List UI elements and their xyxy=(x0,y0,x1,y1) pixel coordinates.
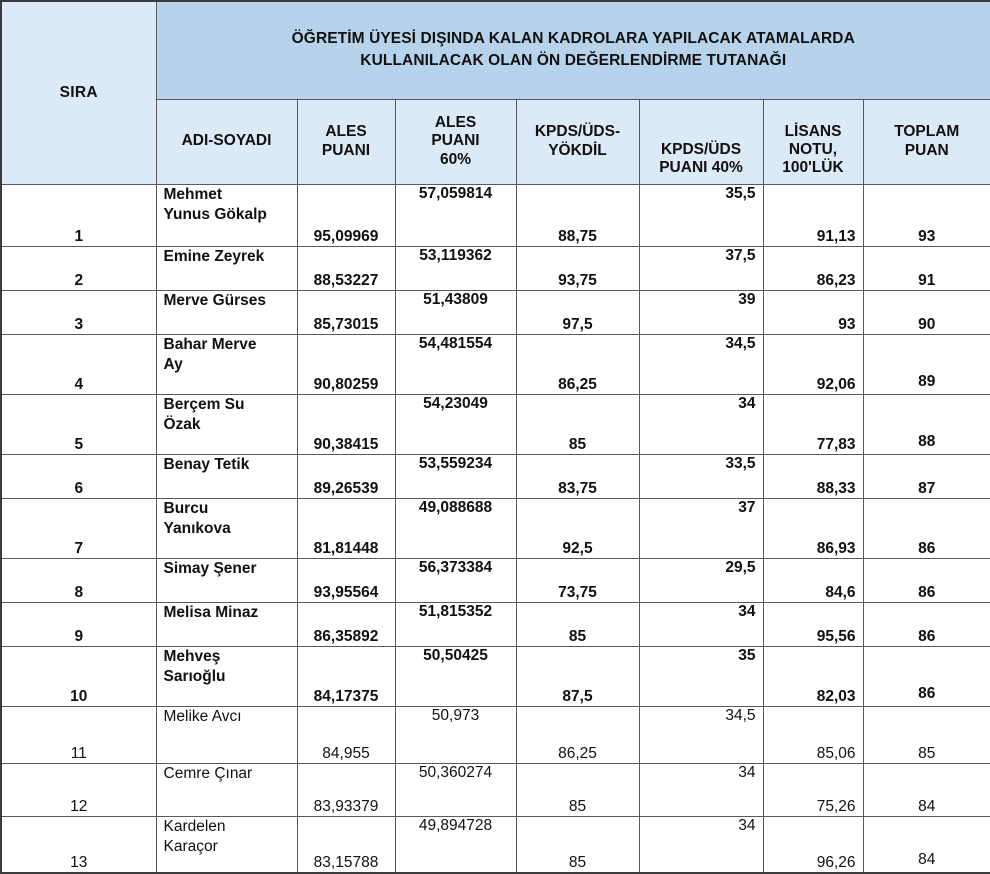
kpds-head-line-2: YÖKDİL xyxy=(548,141,607,159)
cell-toplam-puan: 90 xyxy=(863,290,990,334)
cell-ales-puani-60: 54,481554 xyxy=(395,334,516,394)
name-line-1: Benay Tetik xyxy=(163,455,250,473)
column-header-sira: SIRA xyxy=(1,1,156,184)
title-line-1: ÖĞRETİM ÜYESİ DIŞINDA KALAN KADROLARA YAPILACAK ATAMALARDA xyxy=(291,29,855,47)
cell-toplam-puan: 85 xyxy=(863,706,990,763)
table-row[interactable] xyxy=(1,184,990,246)
cell-sira: 13 xyxy=(1,816,156,873)
cell-adi-soyadi xyxy=(156,763,297,816)
cell-kpds-uds-puani-40: 34,5 xyxy=(639,706,763,763)
kpds40-head-line-2: PUANI 40% xyxy=(659,159,743,177)
cell-ales-puani-60: 56,373384 xyxy=(395,558,516,602)
toplam-head-line-1: TOPLAM xyxy=(894,123,960,141)
cell-ales-puani-60: 57,059814 xyxy=(395,184,516,246)
cell-kpds-uds-yokdil: 83,75 xyxy=(516,454,639,498)
cell-ales-puani: 88,53227 xyxy=(297,246,395,290)
name-line-1: Emine Zeyrek xyxy=(163,247,265,265)
cell-adi-soyadi xyxy=(156,454,297,498)
name-line-1: Berçem Su xyxy=(163,395,245,413)
cell-lisans-notu: 77,83 xyxy=(763,394,863,454)
column-header-toplam-puan xyxy=(863,99,990,184)
cell-toplam-puan: 93 xyxy=(863,184,990,246)
cell-kpds-uds-yokdil: 73,75 xyxy=(516,558,639,602)
name-line-2: Yunus Gökalp xyxy=(163,205,267,223)
name-line-1: Simay Şener xyxy=(163,559,257,577)
cell-adi-soyadi xyxy=(156,816,297,873)
cell-ales-puani: 90,38415 xyxy=(297,394,395,454)
cell-ales-puani-60: 50,360274 xyxy=(395,763,516,816)
name-line-2: Karaçor xyxy=(163,837,218,855)
cell-toplam-puan: 91 xyxy=(863,246,990,290)
table-row[interactable] xyxy=(1,558,990,602)
cell-adi-soyadi xyxy=(156,290,297,334)
cell-ales-puani-60: 54,23049 xyxy=(395,394,516,454)
cell-ales-puani-60: 51,815352 xyxy=(395,602,516,646)
cell-sira: 5 xyxy=(1,394,156,454)
cell-toplam-puan: 84 xyxy=(863,763,990,816)
table-row[interactable] xyxy=(1,816,990,873)
cell-lisans-notu: 96,26 xyxy=(763,816,863,873)
header-title-row xyxy=(1,1,990,99)
cell-ales-puani: 83,15788 xyxy=(297,816,395,873)
cell-kpds-uds-puani-40: 34 xyxy=(639,602,763,646)
cell-ales-puani-60: 49,088688 xyxy=(395,498,516,558)
cell-adi-soyadi xyxy=(156,184,297,246)
column-header-ales-puani xyxy=(297,99,395,184)
name-line-1: Burcu xyxy=(163,499,209,517)
cell-lisans-notu: 84,6 xyxy=(763,558,863,602)
cell-kpds-uds-yokdil: 86,25 xyxy=(516,706,639,763)
lisans-head-line-2: NOTU, xyxy=(788,140,838,158)
cell-kpds-uds-yokdil: 85 xyxy=(516,602,639,646)
cell-sira: 12 xyxy=(1,763,156,816)
cell-lisans-notu: 93 xyxy=(763,290,863,334)
cell-sira: 10 xyxy=(1,646,156,706)
cell-kpds-uds-yokdil: 97,5 xyxy=(516,290,639,334)
cell-toplam-puan: 89 xyxy=(863,334,990,394)
cell-sira: 2 xyxy=(1,246,156,290)
cell-adi-soyadi xyxy=(156,558,297,602)
cell-sira: 4 xyxy=(1,334,156,394)
cell-kpds-uds-yokdil: 88,75 xyxy=(516,184,639,246)
cell-ales-puani-60: 49,894728 xyxy=(395,816,516,873)
cell-ales-puani: 90,80259 xyxy=(297,334,395,394)
name-line-2: Yanıkova xyxy=(163,519,231,537)
cell-kpds-uds-puani-40: 34 xyxy=(639,394,763,454)
cell-ales-puani: 95,09969 xyxy=(297,184,395,246)
cell-kpds-uds-puani-40: 33,5 xyxy=(639,454,763,498)
ales60-head-line-3: 60% xyxy=(439,150,472,168)
cell-sira: 9 xyxy=(1,602,156,646)
table-row[interactable] xyxy=(1,394,990,454)
toplam-head-line-2: PUAN xyxy=(904,141,949,159)
column-header-kpds-uds-yokdil xyxy=(516,99,639,184)
cell-toplam-puan: 84 xyxy=(863,816,990,873)
cell-toplam-puan: 87 xyxy=(863,454,990,498)
table-row[interactable] xyxy=(1,334,990,394)
cell-ales-puani: 86,35892 xyxy=(297,602,395,646)
table-row[interactable] xyxy=(1,646,990,706)
cell-toplam-puan: 86 xyxy=(863,602,990,646)
cell-kpds-uds-yokdil: 85 xyxy=(516,394,639,454)
name-line-1: Cemre Çınar xyxy=(163,764,253,782)
name-line-1: Mehmet xyxy=(163,185,223,203)
cell-ales-puani: 83,93379 xyxy=(297,763,395,816)
cell-adi-soyadi xyxy=(156,334,297,394)
cell-lisans-notu: 88,33 xyxy=(763,454,863,498)
column-header-adi-soyadi xyxy=(156,99,297,184)
cell-kpds-uds-yokdil: 93,75 xyxy=(516,246,639,290)
cell-toplam-puan: 86 xyxy=(863,498,990,558)
name-line-2: Sarıoğlu xyxy=(163,667,226,685)
title-line-2: KULLANILACAK OLAN ÖN DEĞERLENDİRME TUTANAĞI xyxy=(360,52,787,70)
cell-lisans-notu: 92,06 xyxy=(763,334,863,394)
name-line-1: Mehveş xyxy=(163,647,221,665)
cell-lisans-notu: 82,03 xyxy=(763,646,863,706)
column-header-kpds-uds-puani-40 xyxy=(639,99,763,184)
cell-kpds-uds-puani-40: 37,5 xyxy=(639,246,763,290)
cell-ales-puani: 93,95564 xyxy=(297,558,395,602)
cell-lisans-notu: 86,23 xyxy=(763,246,863,290)
column-header-lisans-notu xyxy=(763,99,863,184)
cell-adi-soyadi xyxy=(156,646,297,706)
cell-lisans-notu: 91,13 xyxy=(763,184,863,246)
cell-kpds-uds-yokdil: 85 xyxy=(516,816,639,873)
table-row[interactable] xyxy=(1,498,990,558)
kpds-head-line-1: KPDS/ÜDS- xyxy=(534,123,621,141)
column-header-adi-soyadi-label: ADI-SOYADI xyxy=(181,132,272,150)
ales-head-line-2: PUANI xyxy=(321,141,371,159)
cell-adi-soyadi xyxy=(156,602,297,646)
name-line-1: Merve Gürses xyxy=(163,291,267,309)
cell-ales-puani-60: 50,973 xyxy=(395,706,516,763)
cell-kpds-uds-yokdil: 87,5 xyxy=(516,646,639,706)
cell-kpds-uds-puani-40: 39 xyxy=(639,290,763,334)
cell-adi-soyadi xyxy=(156,706,297,763)
name-line-1: Melisa Minaz xyxy=(163,603,259,621)
cell-ales-puani-60: 50,50425 xyxy=(395,646,516,706)
cell-ales-puani: 85,73015 xyxy=(297,290,395,334)
lisans-head-line-1: LİSANS xyxy=(784,122,842,140)
cell-sira: 8 xyxy=(1,558,156,602)
cell-ales-puani: 89,26539 xyxy=(297,454,395,498)
ales60-head-line-1: ALES xyxy=(434,114,477,132)
cell-sira: 6 xyxy=(1,454,156,498)
cell-kpds-uds-puani-40: 34,5 xyxy=(639,334,763,394)
name-line-2: Özak xyxy=(163,415,201,433)
cell-kpds-uds-yokdil: 92,5 xyxy=(516,498,639,558)
table-row[interactable] xyxy=(1,246,990,290)
cell-lisans-notu: 85,06 xyxy=(763,706,863,763)
cell-kpds-uds-puani-40: 34 xyxy=(639,816,763,873)
cell-ales-puani-60: 51,43809 xyxy=(395,290,516,334)
cell-kpds-uds-puani-40: 34 xyxy=(639,763,763,816)
table-row[interactable] xyxy=(1,706,990,763)
cell-kpds-uds-puani-40: 29,5 xyxy=(639,558,763,602)
cell-ales-puani: 84,955 xyxy=(297,706,395,763)
cell-lisans-notu: 75,26 xyxy=(763,763,863,816)
kpds40-head-line-1: KPDS/ÜDS xyxy=(660,140,742,158)
cell-kpds-uds-yokdil: 85 xyxy=(516,763,639,816)
cell-kpds-uds-puani-40: 35 xyxy=(639,646,763,706)
table-row[interactable] xyxy=(1,290,990,334)
cell-ales-puani-60: 53,119362 xyxy=(395,246,516,290)
lisans-head-line-3: 100'LÜK xyxy=(782,159,844,177)
cell-lisans-notu: 95,56 xyxy=(763,602,863,646)
cell-adi-soyadi xyxy=(156,394,297,454)
cell-adi-soyadi xyxy=(156,498,297,558)
name-line-1: Kardelen xyxy=(163,817,226,835)
cell-toplam-puan: 88 xyxy=(863,394,990,454)
cell-sira: 1 xyxy=(1,184,156,246)
cell-kpds-uds-puani-40: 35,5 xyxy=(639,184,763,246)
cell-ales-puani: 81,81448 xyxy=(297,498,395,558)
table-row[interactable] xyxy=(1,454,990,498)
cell-ales-puani-60: 53,559234 xyxy=(395,454,516,498)
cell-toplam-puan: 86 xyxy=(863,646,990,706)
name-line-2: Ay xyxy=(163,355,183,373)
cell-lisans-notu: 86,93 xyxy=(763,498,863,558)
cell-adi-soyadi xyxy=(156,246,297,290)
name-line-1: Melike Avcı xyxy=(163,707,242,725)
ales60-head-line-2: PUANI xyxy=(431,132,480,150)
cell-kpds-uds-yokdil: 86,25 xyxy=(516,334,639,394)
cell-ales-puani: 84,17375 xyxy=(297,646,395,706)
table-row[interactable] xyxy=(1,602,990,646)
cell-kpds-uds-puani-40: 37 xyxy=(639,498,763,558)
document-title xyxy=(156,1,990,99)
table-row[interactable] xyxy=(1,763,990,816)
cell-sira: 3 xyxy=(1,290,156,334)
cell-sira: 7 xyxy=(1,498,156,558)
cell-sira: 11 xyxy=(1,706,156,763)
name-line-1: Bahar Merve xyxy=(163,335,257,353)
column-header-ales-puani-60 xyxy=(395,99,516,184)
ales-head-line-1: ALES xyxy=(325,123,367,141)
cell-toplam-puan: 86 xyxy=(863,558,990,602)
